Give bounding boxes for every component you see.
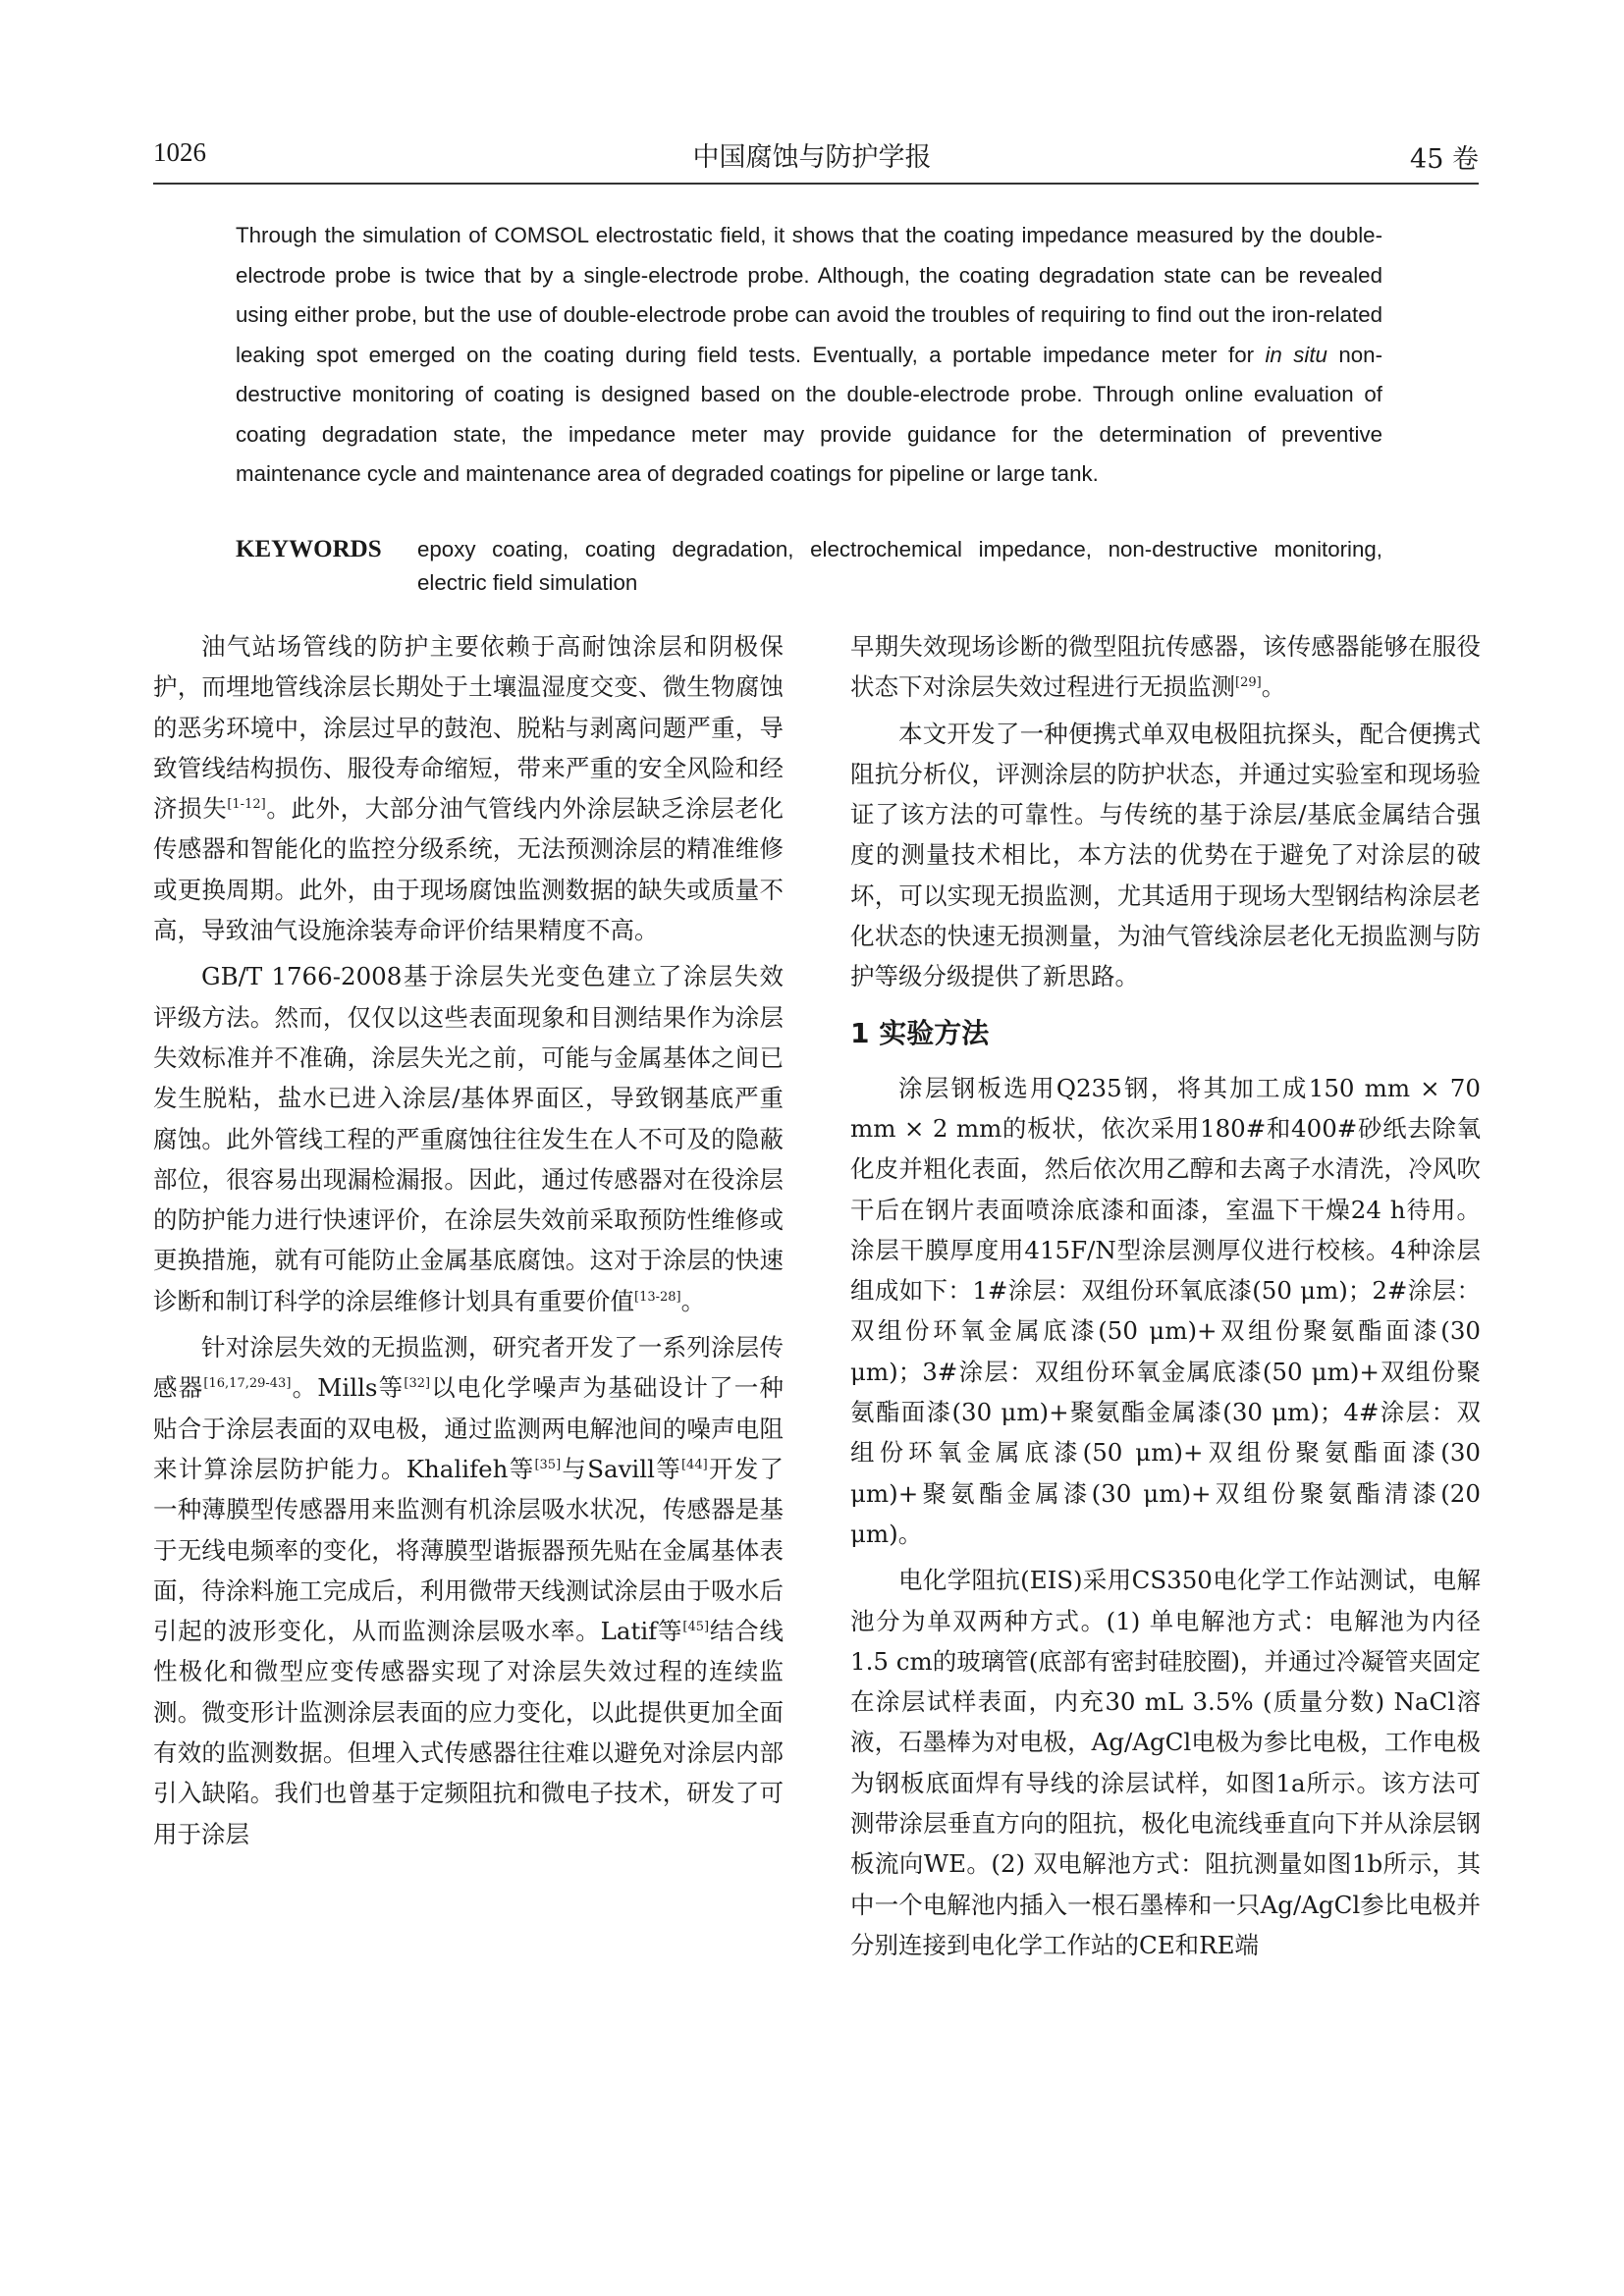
citation: [45] [682, 1619, 710, 1634]
abstract-text-b: non-destructive monitoring of coating is designed based on the double-electrode probe. Through online evaluation of coating degradation state, the impedance meter may provide guidance for the determination of preventive maintenance cycle and maintenance area of degraded coatings for pipeline or large tank. [236, 342, 1383, 486]
left-column [153, 626, 784, 1860]
p2-text-b: 。 [680, 1286, 706, 1315]
citation: [13-28] [634, 1289, 681, 1305]
p2-text: GB/T 1766-2008基于涂层失光变色建立了涂层失效评级方法。然而，仅仅以这些表面现象和目测结果作为涂层失效标准并不准确，涂层失光之前，可能与金属基体之间已发生脱粘，盐水已进入涂层/基体界面区，导致钢基底严重腐蚀。此外管线工程的严重腐蚀往往发生在人不可及的隐蔽部位，很容易出现漏检漏报。因此，通过传感器对在役涂层的防护能力进行快速评价，在涂层失效前采取预防性维修或更换措施，就有可能防止金属基底腐蚀。这对于涂层的快速诊断和制订科学的涂层维修计划具有重要价值 [153, 962, 784, 1315]
body-paragraph-6: 电化学阻抗(EIS)采用CS350电化学工作站测试，电解池分为单双两种方式。(1) 单电解池方式：电解池为内径1.5 cm的玻璃管(底部有密封硅胶圈)，并通过冷凝管夹固定在涂层试样表面，内充30 mL 3.5% (质量分数) NaCl溶液，石墨棒为对电极，Ag/AgCl电极为参比电极，工作电极为钢板底面焊有导线的涂层试样，如图1a所示。该方法可测带涂层垂直方向的阻抗，极化电流线垂直向下并从涂层钢板流向WE。(2) 双电解池方式：阻抗测量如图1b所示，其中一个电解池内插入一根石墨棒和一只Ag/AgCl参比电极并分别连接到电化学工作站的CE和RE端 [850, 1566, 1481, 1959]
citation: [16,17,29-43] [203, 1376, 292, 1392]
p3-text-f: 结合线性极化和微型应变传感器实现了对涂层失效过程的连续监测。微变形计监测涂层表面的应力变化，以此提供更加全面有效的监测数据。但埋入式传感器往往难以避免对涂层内部引入缺陷。我们也曾基于定频阻抗和微电子技术，研发了可用于涂层 [153, 1617, 784, 1848]
english-abstract [236, 216, 1382, 495]
keywords-text: epoxy coating, coating degradation, electrochemical impedance, non-destructive monitoring, electric field simulation [417, 537, 1382, 595]
citation: [32] [404, 1376, 431, 1392]
volume-label: 45 卷 [1410, 144, 1479, 175]
keywords-block [236, 533, 1382, 600]
p3-text-d: 与Savill等 [561, 1454, 681, 1483]
citation: [35] [534, 1457, 562, 1472]
abstract-italic: in situ [1265, 342, 1327, 367]
body-paragraph-2 [153, 956, 784, 1321]
r-p0-text-b: 。 [1261, 672, 1286, 702]
abstract-paragraph [236, 216, 1382, 495]
section-heading: 1 实验方法 [850, 1016, 990, 1049]
citation: [1-12] [227, 797, 266, 813]
p3-text-c: 以电化学噪声为基础设计了一种贴合于涂层表面的双电极，通过监测两电解池间的噪声电阻来计算涂层防护能力。Khalifeh等 [153, 1373, 785, 1483]
journal-title: 中国腐蚀与防护学报 [692, 142, 932, 173]
body-paragraph-5: 涂层钢板选用Q235钢，将其加工成150 mm × 70 mm × 2 mm的板状，依次采用180#和400#砂纸去除氧化皮并粗化表面，然后依次用乙醇和去离子水清洗，冷风吹干后在钢片表面喷涂底漆和面漆，室温下干燥24 h待用。涂层干膜厚度用415F/N型涂层测厚仪进行校核。4种涂层组成如下：1#涂层：双组份环氧底漆(50 μm)；2#涂层：双组份环氧金属底漆(50 μm)+双组份聚氨酯面漆(30 μm)；3#涂层：双组份环氧金属底漆(50 μm)+双组份聚氨酯面漆(30 μm)+聚氨酯金属漆(30 μm)；4#涂层：双组份环氧金属底漆(50 μm)+双组份聚氨酯面漆(30 μm)+聚氨酯金属漆(30 μm)+双组份聚氨酯清漆(20 μm)。 [850, 1073, 1481, 1548]
p3-text-a: 针对涂层失效的无损监测，研究者开发了一系列涂层传感器 [153, 1333, 784, 1403]
p1-text-b: 。此外，大部分油气管线内外涂层缺乏涂层老化传感器和智能化的监控分级系统，无法预测涂层的精准维修或更换周期。此外，由于现场腐蚀监测数据的缺失或质量不高，导致油气设施涂装寿命评价结果精度不高。 [153, 794, 785, 945]
body-paragraph-continued [850, 626, 1481, 708]
p1-text: 油气站场管线的防护主要依赖于高耐蚀涂层和阴极保护，而埋地管线涂层长期处于土壤温湿度交变、微生物腐蚀的恶劣环境中，涂层过早的鼓泡、脱粘与剥离问题严重，导致管线结构损伤、服役寿命缩短，带来严重的安全风险和经济损失 [153, 632, 784, 824]
right-column [850, 626, 1481, 1971]
abstract-text-a: Through the simulation of COMSOL electrostatic field, it shows that the coating impedance measured by the double-electrode probe is twice that by a single-electrode probe. Although, the coating degradation state can be revealed using either probe, but the use of double-electrode probe can avoid the troubles of requiring to find out the iron-related leaking spot emerged on the coating during field tests. Eventually, a portable impedance meter for [236, 223, 1382, 367]
keywords-label: KEYWORDS [236, 536, 382, 562]
body-paragraph-3 [153, 1327, 784, 1854]
p3-text-e: 开发了一种薄膜型传感器用来监测有机涂层吸水状况，传感器是基于无线电频率的变化，将薄膜型谐振器预先贴在金属基体表面，待涂料施工完成后，利用微带天线测试涂层由于吸水后引起的波形变化，从而监测涂层吸水率。Latif等 [153, 1454, 784, 1646]
header-rule [153, 183, 1479, 185]
citation: [29] [1235, 675, 1262, 691]
p3-text-b: 。Mills等 [291, 1373, 405, 1403]
body-paragraph-1 [153, 626, 784, 950]
r-p0-text-a: 早期失效现场诊断的微型阻抗传感器，该传感器能够在服役状态下对涂层失效过程进行无损监测 [850, 632, 1481, 702]
page-number: 1026 [153, 137, 206, 167]
body-paragraph-4: 本文开发了一种便携式单双电极阻抗探头，配合便携式阻抗分析仪，评测涂层的防护状态，并通过实验室和现场验证了该方法的可靠性。与传统的基于涂层/基底金属结合强度的测量技术相比，本方法的优势在于避免了对涂层的破坏，可以实现无损监测，尤其适用于现场大型钢结构涂层老化状态的快速无损测量，为油气管线涂层老化无损监测与防护等级分级提供了新思路。 [850, 719, 1481, 991]
citation: [44] [680, 1457, 708, 1472]
